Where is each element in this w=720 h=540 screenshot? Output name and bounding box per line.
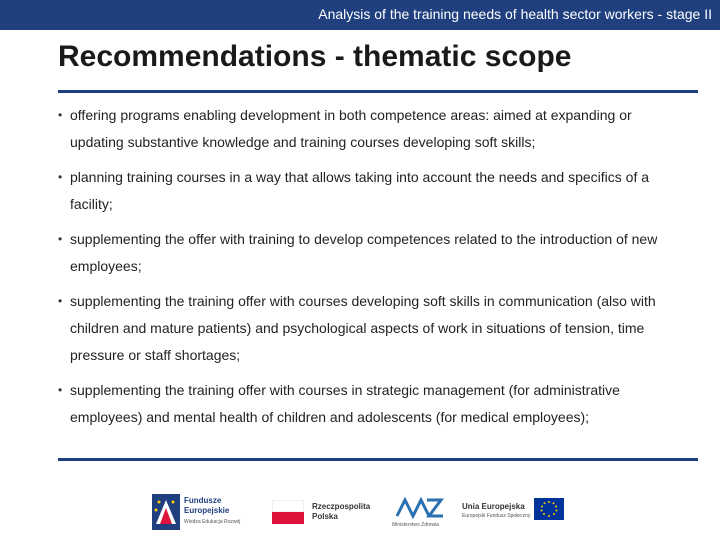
eu-fund-name: Europejski Fundusz Społeczny (462, 513, 531, 519)
bullet-text: supplementing the training offer with courses developing soft skills in communication (also with children and mature patients) and psychological aspects of work in situations of tension, time pressure or staff shortages; (70, 293, 656, 363)
fe-name-line1: Fundusze (184, 496, 222, 505)
bullet-icon: • (58, 294, 63, 308)
bullet-icon: • (58, 232, 63, 246)
bullet-text: planning training courses in a way that allows taking into account the needs and specifics of a facility; (70, 169, 650, 212)
bullet-icon: • (58, 170, 63, 184)
title-divider (58, 90, 698, 93)
list-item (58, 102, 678, 156)
rzeczpospolita-polska-logo (272, 494, 372, 530)
presentation-title: Analysis of the training needs of health sector workers - stage II (318, 6, 712, 22)
bullet-icon: • (58, 108, 63, 122)
eu-name: Unia Europejska (462, 502, 525, 511)
list-item (58, 226, 678, 280)
pl-name-line2: Polska (312, 512, 338, 521)
footer-logos (0, 470, 720, 540)
fe-name-line2: Europejskie (184, 506, 230, 515)
list-item (58, 288, 678, 369)
mz-emblem-icon (395, 496, 445, 520)
fundusze-europejskie-logo (152, 494, 272, 530)
slide-title: Recommendations - thematic scope (58, 40, 572, 73)
eu-flag-icon (534, 498, 564, 520)
bullet-list (58, 102, 678, 439)
mz-name: Ministerstwo Zdrowia (392, 522, 439, 528)
bullet-icon: • (58, 383, 63, 397)
fe-emblem-icon (152, 494, 180, 530)
bullet-text: supplementing the offer with training to develop competences related to the introduction of new employees; (70, 231, 658, 274)
header-bar (0, 0, 720, 30)
bullet-text: supplementing the training offer with courses in strategic management (for administrative employees) and mental health of children and adolescents (for medical employees); (70, 382, 620, 425)
bullet-text: offering programs enabling development in both competence areas: aimed at expanding or updating substantive knowledge and training courses developing soft skills; (70, 107, 632, 150)
pl-name-line1: Rzeczpospolita (312, 502, 371, 511)
footer-divider (58, 458, 698, 461)
ministerstwo-zdrowia-logo (390, 494, 450, 530)
unia-europejska-logo (462, 494, 572, 530)
list-item (58, 377, 678, 431)
polish-flag-icon (272, 500, 304, 524)
list-item (58, 164, 678, 218)
fe-program-name: Wiedza Edukacja Rozwój (184, 519, 241, 525)
